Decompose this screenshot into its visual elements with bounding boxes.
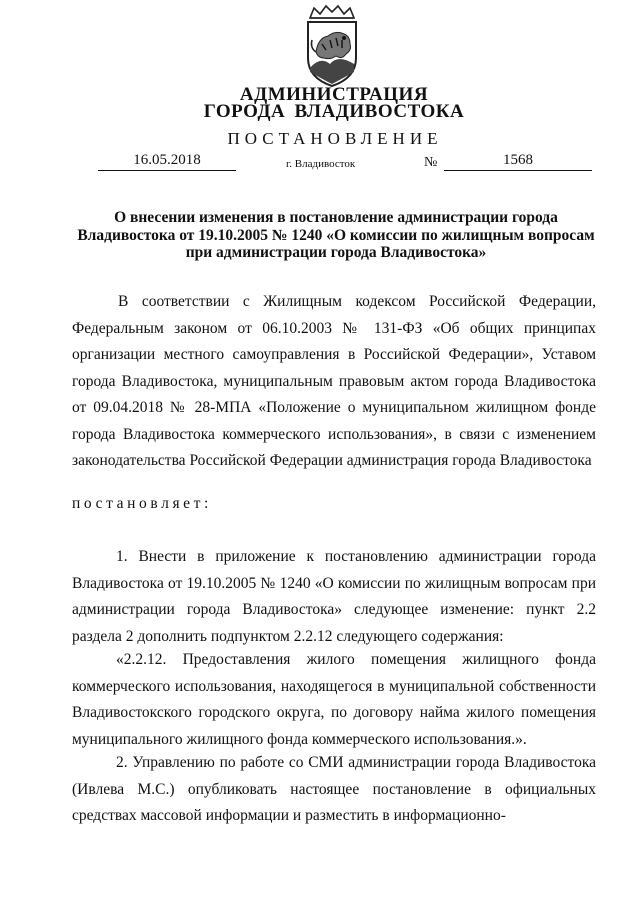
item-2-paragraph: 2. Управлению по работе со СМИ администрации города Владивостока (Ивлева М.С.) опубликовать настоящее постановление в официальных средствах массовой информации и разместить в информационно- [72, 754, 596, 824]
preamble-paragraph: В соответствии с Жилищным кодексом Российской Федерации, Федеральным законом от 06.10.2003 № 131-ФЗ «Об общих принципах организации местного самоуправления в Российской Федерации», Уставом города Владивостока, муниципальным правовым актом города Владивостока от 09.04.2018 № 28-МПА «Положение о муниципальном жилищном фонде города Владивостока коммерческого использования», в связи с изменением законодательства Российской Федерации администрация города Владивостока [72, 293, 596, 469]
organization-name-line1: АДМИНИСТРАЦИЯ [239, 84, 429, 105]
vladivostok-coat-of-arms-icon [296, 4, 368, 90]
item-1-quote-paragraph: «2.2.12. Предоставления жилого помещения жилищного фонда коммерческого использования, находящегося в муниципальной собственности Владивостокского городского округа, по договору найма жилого помещения муниципального жилищного фонда коммерческого использования.». [72, 651, 596, 748]
organization-name-line2: ГОРОДА ВЛАДИВОСТОКА [203, 101, 465, 122]
item-1-paragraph: 1. Внести в приложение к постановлению администрации города Владивостока от 19.10.2005 № 1240 «О комиссии по жилищным вопросам при администрации города Владивостока» следующее изменение: пункт 2.2 раздела 2 дополнить подпунктом 2.2.12 следующего содержания: [72, 548, 596, 645]
document-title: О внесении изменения в постановление администрации города Владивостока от 19.10.2005 № 1240 «О комиссии по жилищным вопросам при администрации города Владивостока» [77, 209, 595, 261]
document-city: г. Владивосток [286, 158, 356, 170]
document-date: 16.05.2018 [98, 150, 236, 171]
decree-word: постановляет: [72, 495, 212, 512]
document-number: 1568 [444, 150, 592, 171]
number-sign: № [424, 155, 438, 170]
document-type: ПОСТАНОВЛЕНИЕ [227, 129, 443, 148]
